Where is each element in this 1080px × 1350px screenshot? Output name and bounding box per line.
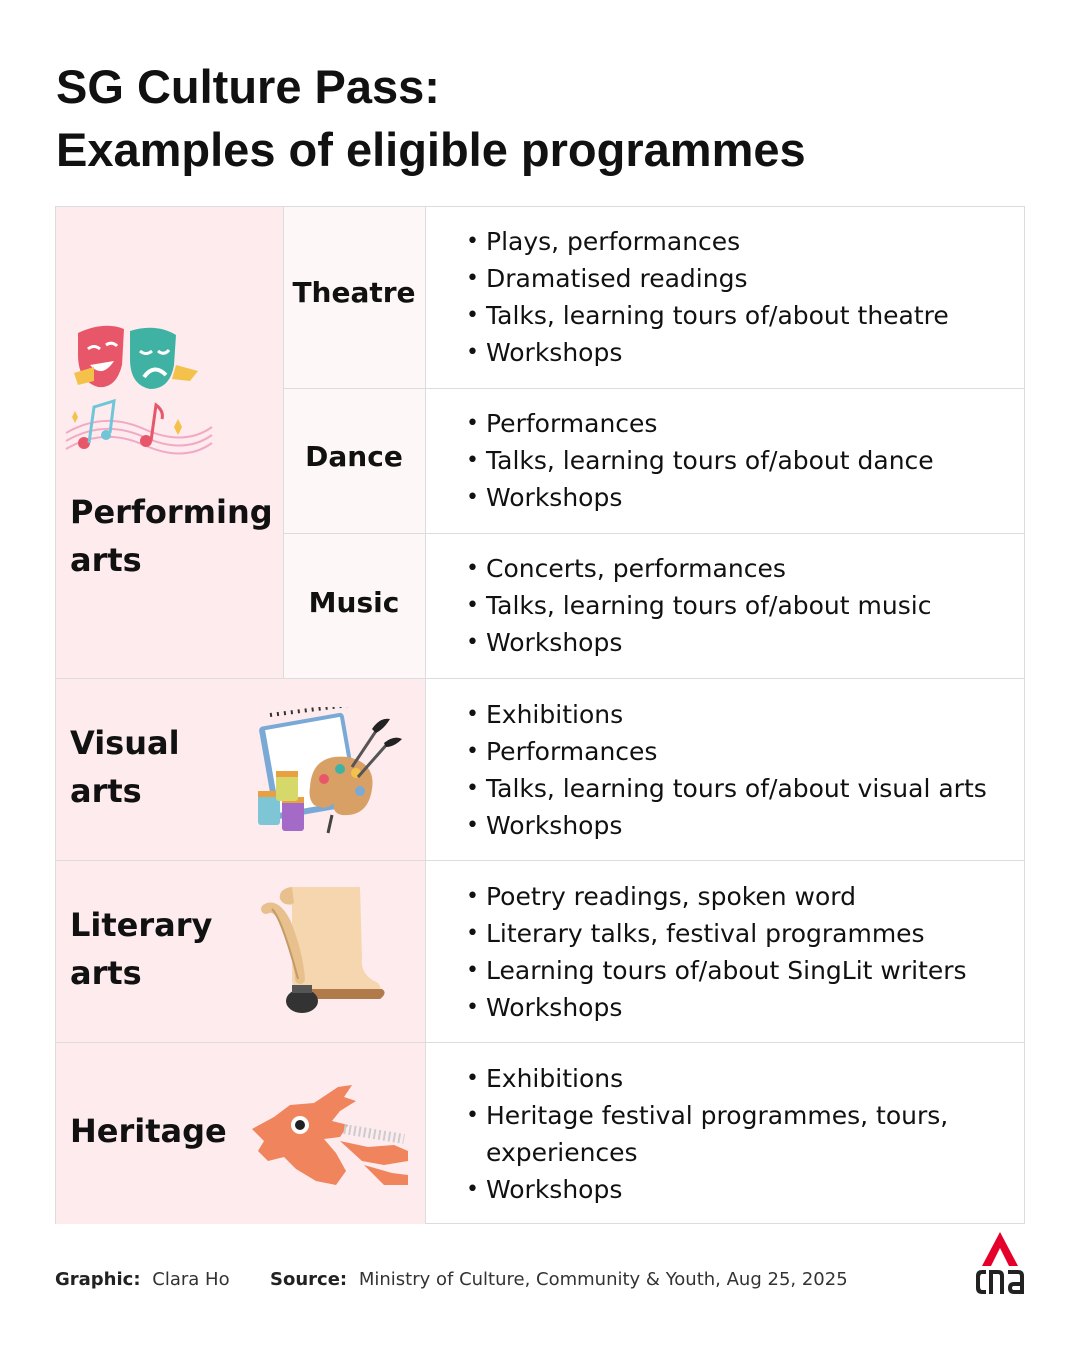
subcategory-theatre: Theatre	[292, 276, 416, 309]
list-item: • Talks, learning tours of/about dance	[466, 442, 1011, 479]
list-item: • Workshops	[466, 479, 1011, 516]
category-visual-arts: Visual arts	[70, 724, 180, 810]
theatre-masks-music-icon	[64, 315, 214, 475]
dance-list	[466, 405, 1011, 516]
divider	[283, 533, 1025, 534]
list-item: • Plays, performances	[466, 223, 1011, 260]
list-item: • Talks, learning tours of/about theatre	[466, 297, 1011, 334]
art-palette-icon	[252, 707, 402, 837]
graphic-value: Clara Ho	[152, 1269, 230, 1290]
list-item: • Exhibitions	[466, 1060, 1011, 1097]
subcategory-music: Music	[308, 586, 400, 619]
list-item: • Workshops	[466, 807, 1011, 844]
list-item: • Concerts, performances	[466, 550, 1011, 587]
category-performing-arts: Performing arts	[70, 493, 273, 579]
list-item: • Talks, learning tours of/about visual arts	[466, 770, 1011, 807]
title-line-2: Examples of eligible programmes	[56, 123, 806, 176]
theatre-list	[466, 223, 1011, 371]
cna-logo-icon	[974, 1232, 1026, 1296]
subcategory-dance: Dance	[305, 440, 403, 473]
source-credit	[270, 1269, 848, 1290]
page-title	[56, 55, 1016, 181]
scroll-quill-icon	[252, 879, 392, 1019]
list-item: • Poetry readings, spoken word	[466, 878, 1011, 915]
graphic-label: Graphic:	[55, 1269, 141, 1290]
literary-arts-list	[466, 878, 1011, 1026]
category-heritage: Heritage	[70, 1112, 227, 1150]
list-item: • Workshops	[466, 1171, 1011, 1208]
list-item: • Talks, learning tours of/about music	[466, 587, 1011, 624]
list-item: • Performances	[466, 733, 1011, 770]
category-literary-arts: Literary arts	[70, 906, 213, 992]
visual-arts-list	[466, 696, 1011, 844]
title-line-1: SG Culture Pass:	[56, 60, 440, 113]
list-item: • Heritage festival programmes, tours, experiences	[466, 1097, 1011, 1171]
music-list	[466, 550, 1011, 661]
list-item: • Learning tours of/about SingLit writers	[466, 952, 1011, 989]
divider	[56, 1042, 1025, 1043]
list-item: • Performances	[466, 405, 1011, 442]
list-item: • Exhibitions	[466, 696, 1011, 733]
list-item: • Dramatised readings	[466, 260, 1011, 297]
divider	[56, 678, 1025, 679]
list-item: • Literary talks, festival programmes	[466, 915, 1011, 952]
list-item: • Workshops	[466, 334, 1011, 371]
source-label: Source:	[270, 1269, 348, 1290]
divider	[283, 388, 1025, 389]
heritage-list	[466, 1060, 1011, 1208]
dragon-kite-icon	[244, 1081, 414, 1191]
source-value: Ministry of Culture, Community & Youth, Aug 25, 2025	[358, 1269, 848, 1290]
graphic-credit	[55, 1269, 230, 1290]
programmes-table	[55, 206, 1025, 1224]
list-item: • Workshops	[466, 624, 1011, 661]
divider	[425, 207, 426, 1224]
divider	[56, 860, 1025, 861]
list-item: • Workshops	[466, 989, 1011, 1026]
